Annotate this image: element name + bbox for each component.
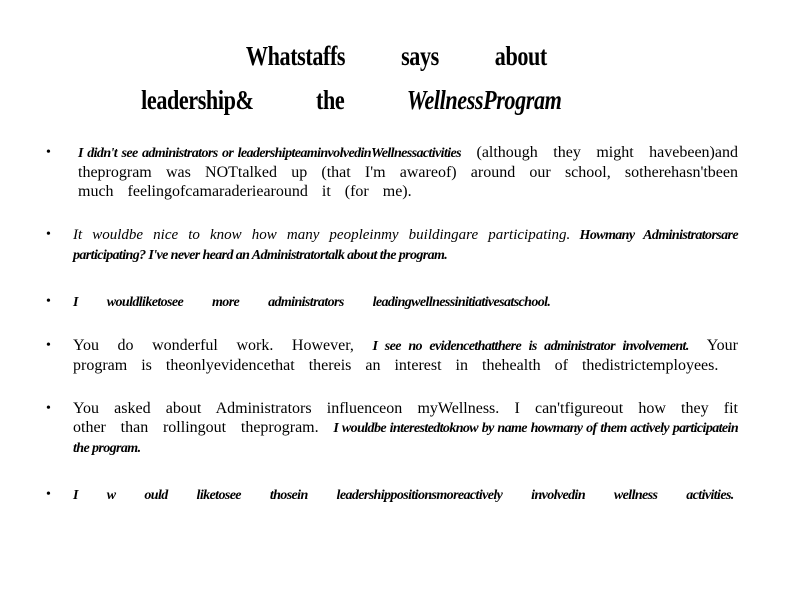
quote-italic-text: It wouldbe nice to know how many peopleinmy buildingare participating.: [73, 227, 571, 243]
title-line-2: [0, 78, 724, 122]
quote-item: [0, 143, 800, 201]
quote-emphasis: I w ould liketosee thosein leadershippositionsmoreactively involvedin wellness activities.: [73, 488, 734, 503]
quote-item: [0, 225, 800, 265]
quote-text: You do wonderful work. However,: [73, 337, 373, 354]
bullet-icon: •: [46, 145, 51, 160]
bullet-icon: •: [46, 227, 51, 242]
quote-item: [0, 292, 800, 312]
title-line-2-plain: leadership& the: [141, 85, 345, 115]
quote-item: [0, 336, 800, 375]
quote-emphasis: Howmany Administratorsare participating? I've never heard an Administratortalk about the program.: [73, 228, 739, 263]
quote-text: (although they might havebeen)and theprogram was NOTtalked up (that I'm awareof) around our school, sotherehasn'tbeen much feelingofcamaraderiearound it (for me).: [78, 144, 738, 200]
quote-item: [0, 485, 800, 505]
bullet-icon: •: [46, 294, 51, 309]
quote-emphasis: I didn't see administrators or leadershipteaminvolvedinWellnessactivities: [78, 146, 461, 161]
bullet-icon: •: [46, 487, 51, 502]
quote-item: [0, 399, 800, 458]
bullet-icon: •: [46, 338, 51, 353]
quote-emphasis: I wouldbe interestedtoknow by name howmany of them actively participatein the program.: [73, 421, 739, 456]
bullet-icon: •: [46, 401, 51, 416]
quote-text-continued: Your program is theonlyevidencethat thereis an interest in thehealth of thedistrictemployees.: [73, 337, 738, 374]
quote-emphasis: I wouldliketosee more administrators leadingwellnessinitiativesatschool.: [73, 295, 551, 310]
quote-list: [0, 143, 800, 505]
quote-emphasis: I see no evidencethatthere is administrator involvement.: [372, 339, 689, 354]
title-line-1: Whatstaffs says about: [245, 41, 547, 71]
slide-title: [68, 34, 724, 122]
title-line-2-italic: WellnessProgram: [406, 85, 562, 115]
quote-text: You asked about Administrators influenceon myWellness. I can'tfigureout how they fit other than rollingout theprogram.: [73, 400, 738, 436]
